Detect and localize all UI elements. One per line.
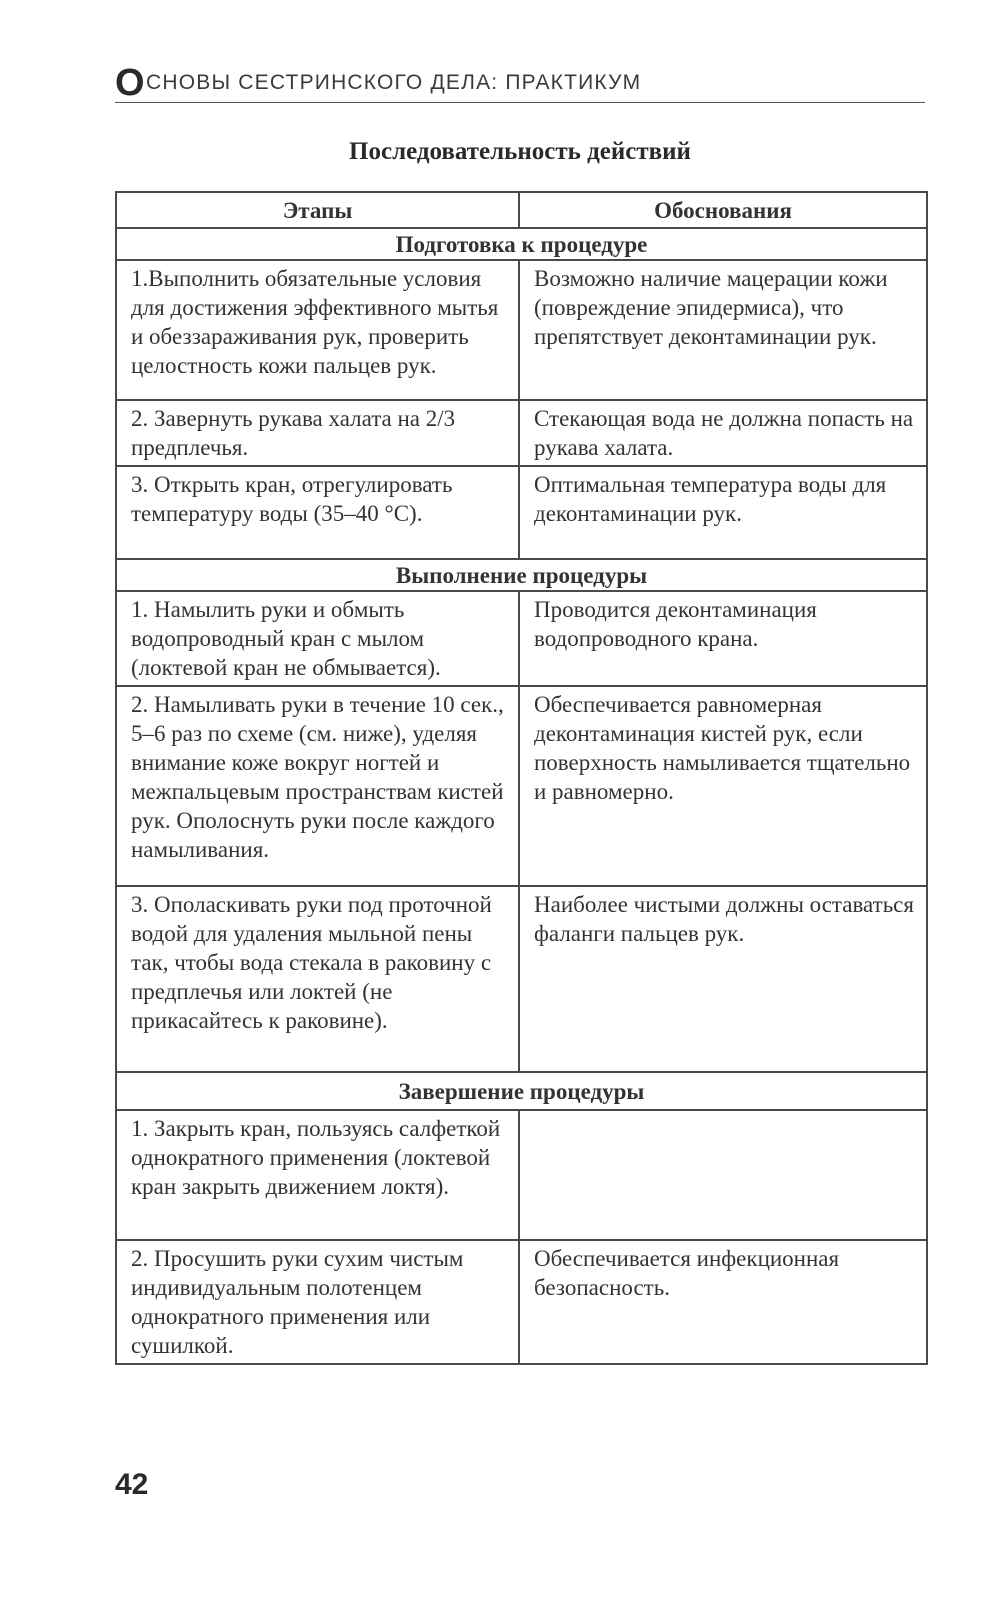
stage-header-row: [116, 228, 927, 260]
table-row: [116, 686, 927, 886]
rationale-cell: Обеспечивается инфекционная безопасность.: [519, 1240, 927, 1364]
running-head: [115, 62, 925, 103]
rationale-cell: Обеспечивается равномерная деконтаминация кистей рук, если поверхность намыливается тщательно и равномерно.: [519, 686, 927, 886]
running-head-initial: О: [115, 62, 145, 104]
rationale-cell: Проводится деконтаминация водопроводного крана.: [519, 591, 927, 686]
rationale-cell: Возможно наличие мацерации кожи (повреждение эпидермиса), что препятствует деконтаминации рук.: [519, 260, 927, 400]
stage-header-row: [116, 559, 927, 591]
step-cell: 2. Завернуть рукава халата на 2/3 предплечья.: [116, 400, 519, 466]
rationale-cell: Стекающая вода не должна попасть на рукава халата.: [519, 400, 927, 466]
table-row: [116, 1240, 927, 1364]
step-cell: 1. Закрыть кран, пользуясь салфеткой однократного применения (локтевой кран закрыть движением локтя).: [116, 1110, 519, 1240]
table-row: [116, 591, 927, 686]
step-cell: 2. Намыливать руки в течение 10 сек., 5–6 раз по схеме (см. ниже), уделяя внимание коже вокруг ногтей и межпальцевым пространствам кистей рук. Ополоснуть руки после каждого намыливания.: [116, 686, 519, 886]
step-cell: 3. Открыть кран, отрегулировать температуру воды (35–40 °С).: [116, 466, 519, 559]
step-cell: 1. Намылить руки и обмыть водопроводный кран с мылом (локтевой кран не обмывается).: [116, 591, 519, 686]
table-row: [116, 886, 927, 1072]
table-row: [116, 260, 927, 400]
column-header-steps: Этапы: [116, 192, 519, 228]
table-row: [116, 466, 927, 559]
stage-title-execution: Выполнение процедуры: [116, 559, 927, 591]
rationale-cell: Оптимальная температура воды для деконтаминации рук.: [519, 466, 927, 559]
page-number: 42: [115, 1468, 149, 1501]
stage-header-row: [116, 1072, 927, 1110]
section-title: Последовательность действий: [349, 138, 691, 165]
rationale-cell: [519, 1110, 927, 1240]
table-header-row: [116, 192, 927, 228]
step-cell: 1.Выполнить обязательные условия для достижения эффективного мытья и обеззараживания рук, проверить целостность кожи пальцев рук.: [116, 260, 519, 400]
table-row: [116, 1110, 927, 1240]
table-row: [116, 400, 927, 466]
running-head-title: СНОВЫ СЕСТРИНСКОГО ДЕЛА: ПРАКТИКУМ: [146, 71, 642, 94]
step-cell: 2. Просушить руки сухим чистым индивидуальным полотенцем однократного применения или сушилкой.: [116, 1240, 519, 1364]
rationale-cell: Наиболее чистыми должны оставаться фаланги пальцев рук.: [519, 886, 927, 1072]
column-header-rationale: Обоснования: [519, 192, 927, 228]
step-cell: 3. Ополаскивать руки под проточной водой для удаления мыльной пены так, чтобы вода стекала в раковину с предплечья или локтей (не прикасайтесь к раковине).: [116, 886, 519, 1072]
procedure-table: [115, 191, 928, 1365]
stage-title-completion: Завершение процедуры: [116, 1072, 927, 1110]
stage-title-preparation: Подготовка к процедуре: [116, 228, 927, 260]
